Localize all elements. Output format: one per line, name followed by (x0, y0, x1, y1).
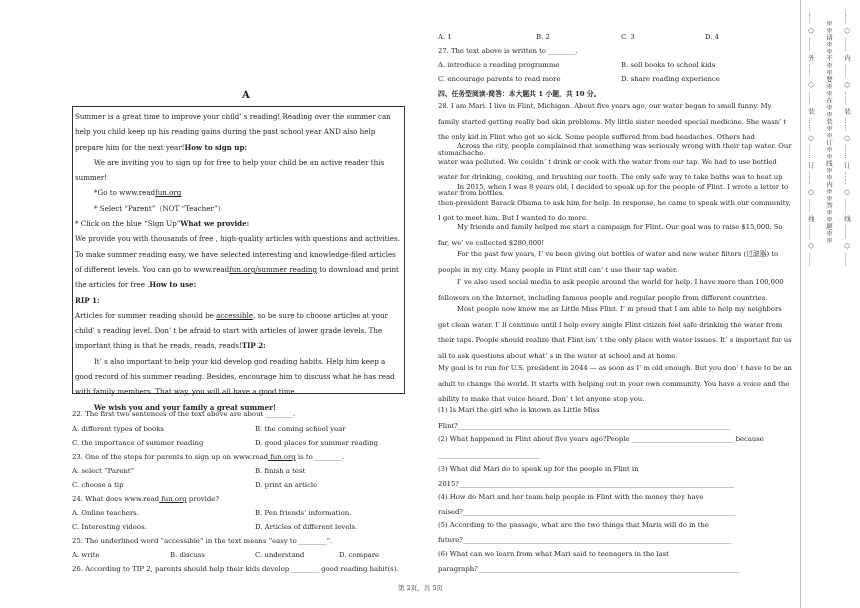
answer-line[interactable]: future?_______________________________________________________________________________ (438, 536, 732, 544)
option-26-c: C. 3 (621, 33, 635, 41)
reading-paragraph: Across the city, people complained that something was seriously wrong with their tap water. Our water was polluted. We couldn’ t drink or cook with the water from our tap. We had to use bottled water for drinking, cooking, and brushing our teeth. The only safe way to take baths was to heat up water from bottles. (438, 142, 792, 197)
passage-paragraph: * Select “Parent”（NOT “Teacher”） (94, 203, 225, 213)
reading-paragraph: In 2015, when I was 8 years old, I decided to speak up for the people of Flint. I wrote a letter to then-president Barack Obama to ask him for help. In response, he came to speak with our community. I got to meet him. But I wanted to do more. (438, 183, 791, 223)
passage-paragraph: RIP 1: (75, 295, 100, 305)
option-25-b: B. discuss (170, 551, 205, 559)
passage-paragraph: Summer is a great time to improve your child’ s reading! Reading over the summer can help you child keep up his reading gains during the past school year AND also help prepare him for the next year!How to sign up: (75, 112, 391, 152)
question-27: 27. The text above is written to ________. (438, 47, 578, 55)
passage-paragraph: Articles for summer reading should be accessible, so be sure to choose articles at your child’ s reading level. Don’ t be afraid to start with articles of lower grade levels. The important thing is that he reads, reads, reads!TIP 2: (75, 310, 388, 351)
passage-paragraph: We are inviting you to sign up for free to help your child be an active reader this summer! (75, 157, 385, 183)
passage-paragraph: We wish you and your family a great summer! (94, 402, 276, 412)
section-heading: 四、任务型阅读-简答：本大题共 1 小题，共 10 分。 (438, 90, 601, 98)
option-24-c: C. Interesting videos. (72, 523, 147, 531)
question-28-1: (1) Is Mari the girl who is known as Little Miss (438, 406, 600, 414)
question-28-3: (3) What did Mari do to speak up for the people in Flint in (438, 465, 639, 473)
option-24-d: D. Articles of different levels. (255, 523, 358, 531)
option-22-d: D. good places for summer reading (255, 439, 379, 447)
option-22-b: B. the coming school year (255, 425, 346, 433)
option-26-b: B. 2 (536, 33, 550, 41)
option-22-c: C. the importance of summer reading (72, 439, 204, 447)
option-23-d: D. print an article (255, 481, 318, 489)
passage-paragraph: * Click on the blue “Sign Up”What we provide: (75, 219, 250, 229)
question-28-2: (2) What happened in Flint about five years ago?People ______________________________ because (438, 435, 764, 443)
question-28-4: (4) How do Mari and her team help people in Flint with the money they have (438, 493, 704, 501)
answer-line[interactable]: ______________________________ (438, 451, 540, 459)
option-23-a: A. select “Parent” (72, 467, 135, 475)
reading-paragraph: 28. I am Mari. I live in Flint, Michigan. About five years ago, our water began to smell funny. My family started getting really bad skin problems. My little sister needed special medicine. She wasn’ t the only kid in Flint who got so sick. Some people suffered from bad headaches. Others had stomachache. (438, 102, 787, 157)
reading-paragraph: My friends and family helped me start a campaign for Flint. Our goal was to raise $15,000. So far, we’ ve collected $280,000! (438, 223, 783, 247)
question-22: 22. The first two sentences of the text above are about ________. (72, 410, 296, 418)
question-26: 26. According to TIP 2, parents should help their kids develop ________ good reading habit(s). (72, 565, 399, 573)
option-27-a: A. introduce a reading programme (438, 61, 560, 69)
passage-a-box (72, 106, 405, 412)
option-25-c: C. understand (255, 551, 305, 559)
answer-line[interactable]: paragraph?_____________________________________________________________________________ (438, 565, 740, 573)
option-26-a: A. 1 (438, 33, 452, 41)
option-23-b: B. finish a test (255, 467, 306, 475)
option-26-d: D. 4 (705, 33, 720, 41)
reading-paragraph: For the past few years, I’ ve been giving out bottles of water and new water filters (过滤器) to people in my city. Many people in Flint still can’ t use their tap water. (438, 250, 779, 274)
answer-line[interactable]: 2015?_________________________________________________________________________________ (438, 480, 735, 488)
option-25-d: D. compare (339, 551, 380, 559)
option-27-c: C. encourage parents to read more (438, 75, 561, 83)
option-24-b: B. Pen friends’ information. (255, 509, 352, 517)
binding-line-inner: …… ○ …… 内 …… ○ …… 装 …… ○ …… 订 …… ○ …… 线 …… ○ …… (843, 10, 851, 267)
passage-paragraph: *Go to www.readfun.org (94, 188, 182, 198)
binding-line-outer: …… ○ …… 外 …… ○ …… 装 …… ○ …… 订 …… ○ …… 线 …… ○ …… (807, 10, 815, 267)
binding-margin (800, 0, 860, 608)
binding-warning: ※※请※※不※※要※※在※※装※※订※※线※※内※※答※※题※※ (825, 20, 833, 244)
option-25-a: A. write (72, 551, 100, 559)
answer-line[interactable]: Flint?________________________________________________________________________________ (438, 422, 730, 430)
answer-line[interactable]: raised?________________________________________________________________________________ (438, 508, 735, 516)
passage-paragraph: We provide you with thousands of free , high-quality articles with questions and activities. To make summer reading easy, we have selected interesting and knowledge-filed articles of different levels. You can go to www.readfun.org/summer reading to download and print the articles for free .How to use: (75, 234, 400, 290)
page-number: 第 2页，共 5页 (398, 584, 443, 592)
question-25: 25. The underlined word “accessible” in the text means “easy to ________”. (72, 537, 333, 545)
passage-paragraph: It’ s also important to help your kid develop god reading habits. Help him keep a good record of his summer reading. Besides, encourage him to discuss what he has read with family members. That way, you will all have a good time. (75, 356, 395, 397)
passage-heading: A (242, 90, 250, 101)
option-22-a: A. different types of books (72, 425, 164, 433)
option-27-b: B. sell books to school kids (621, 61, 716, 69)
reading-paragraph: I’ ve also used social media to ask people around the world for help. I have more than 100,000 followers on the Internet, including famous people and regular people from different countries. (438, 278, 784, 302)
option-27-d: D. share reading experience (621, 75, 720, 83)
question-23: 23. One of the steps for parents to sign up on www.read fun.org is to ________. (72, 453, 345, 461)
option-23-c: C. choose a tip (72, 481, 124, 489)
question-28-6: (6) What can we learn from what Mari said to teenagers in the last (438, 550, 669, 558)
question-28-5: (5) According to the passage, what are the two things that Maris will do in the (438, 521, 709, 529)
option-24-a: A. Online teachers. (72, 509, 139, 517)
question-24: 24. What does www.read fun.org provide? (72, 495, 220, 503)
reading-paragraph: My goal is to run for U.S. president in 2044 — as soon as I’ m old enough. But you don’ t have to be an adult to change the world. It starts with helping out in your own community. You have a voice and the ability to make that voice heard. Don’ t let anyone stop you. (438, 364, 792, 404)
reading-paragraph: Most people now know me as Little Miss Flint. I’ m proud that I am able to help my neighbors get clean water. I’ ll continue until I help every single Flint citizen feel safe drinking the water from their taps. People should realize that Flint isn’ t the only place with water issues. It’ s important for us all to ask questions about what’ s in the water at school and at home. (438, 305, 792, 360)
